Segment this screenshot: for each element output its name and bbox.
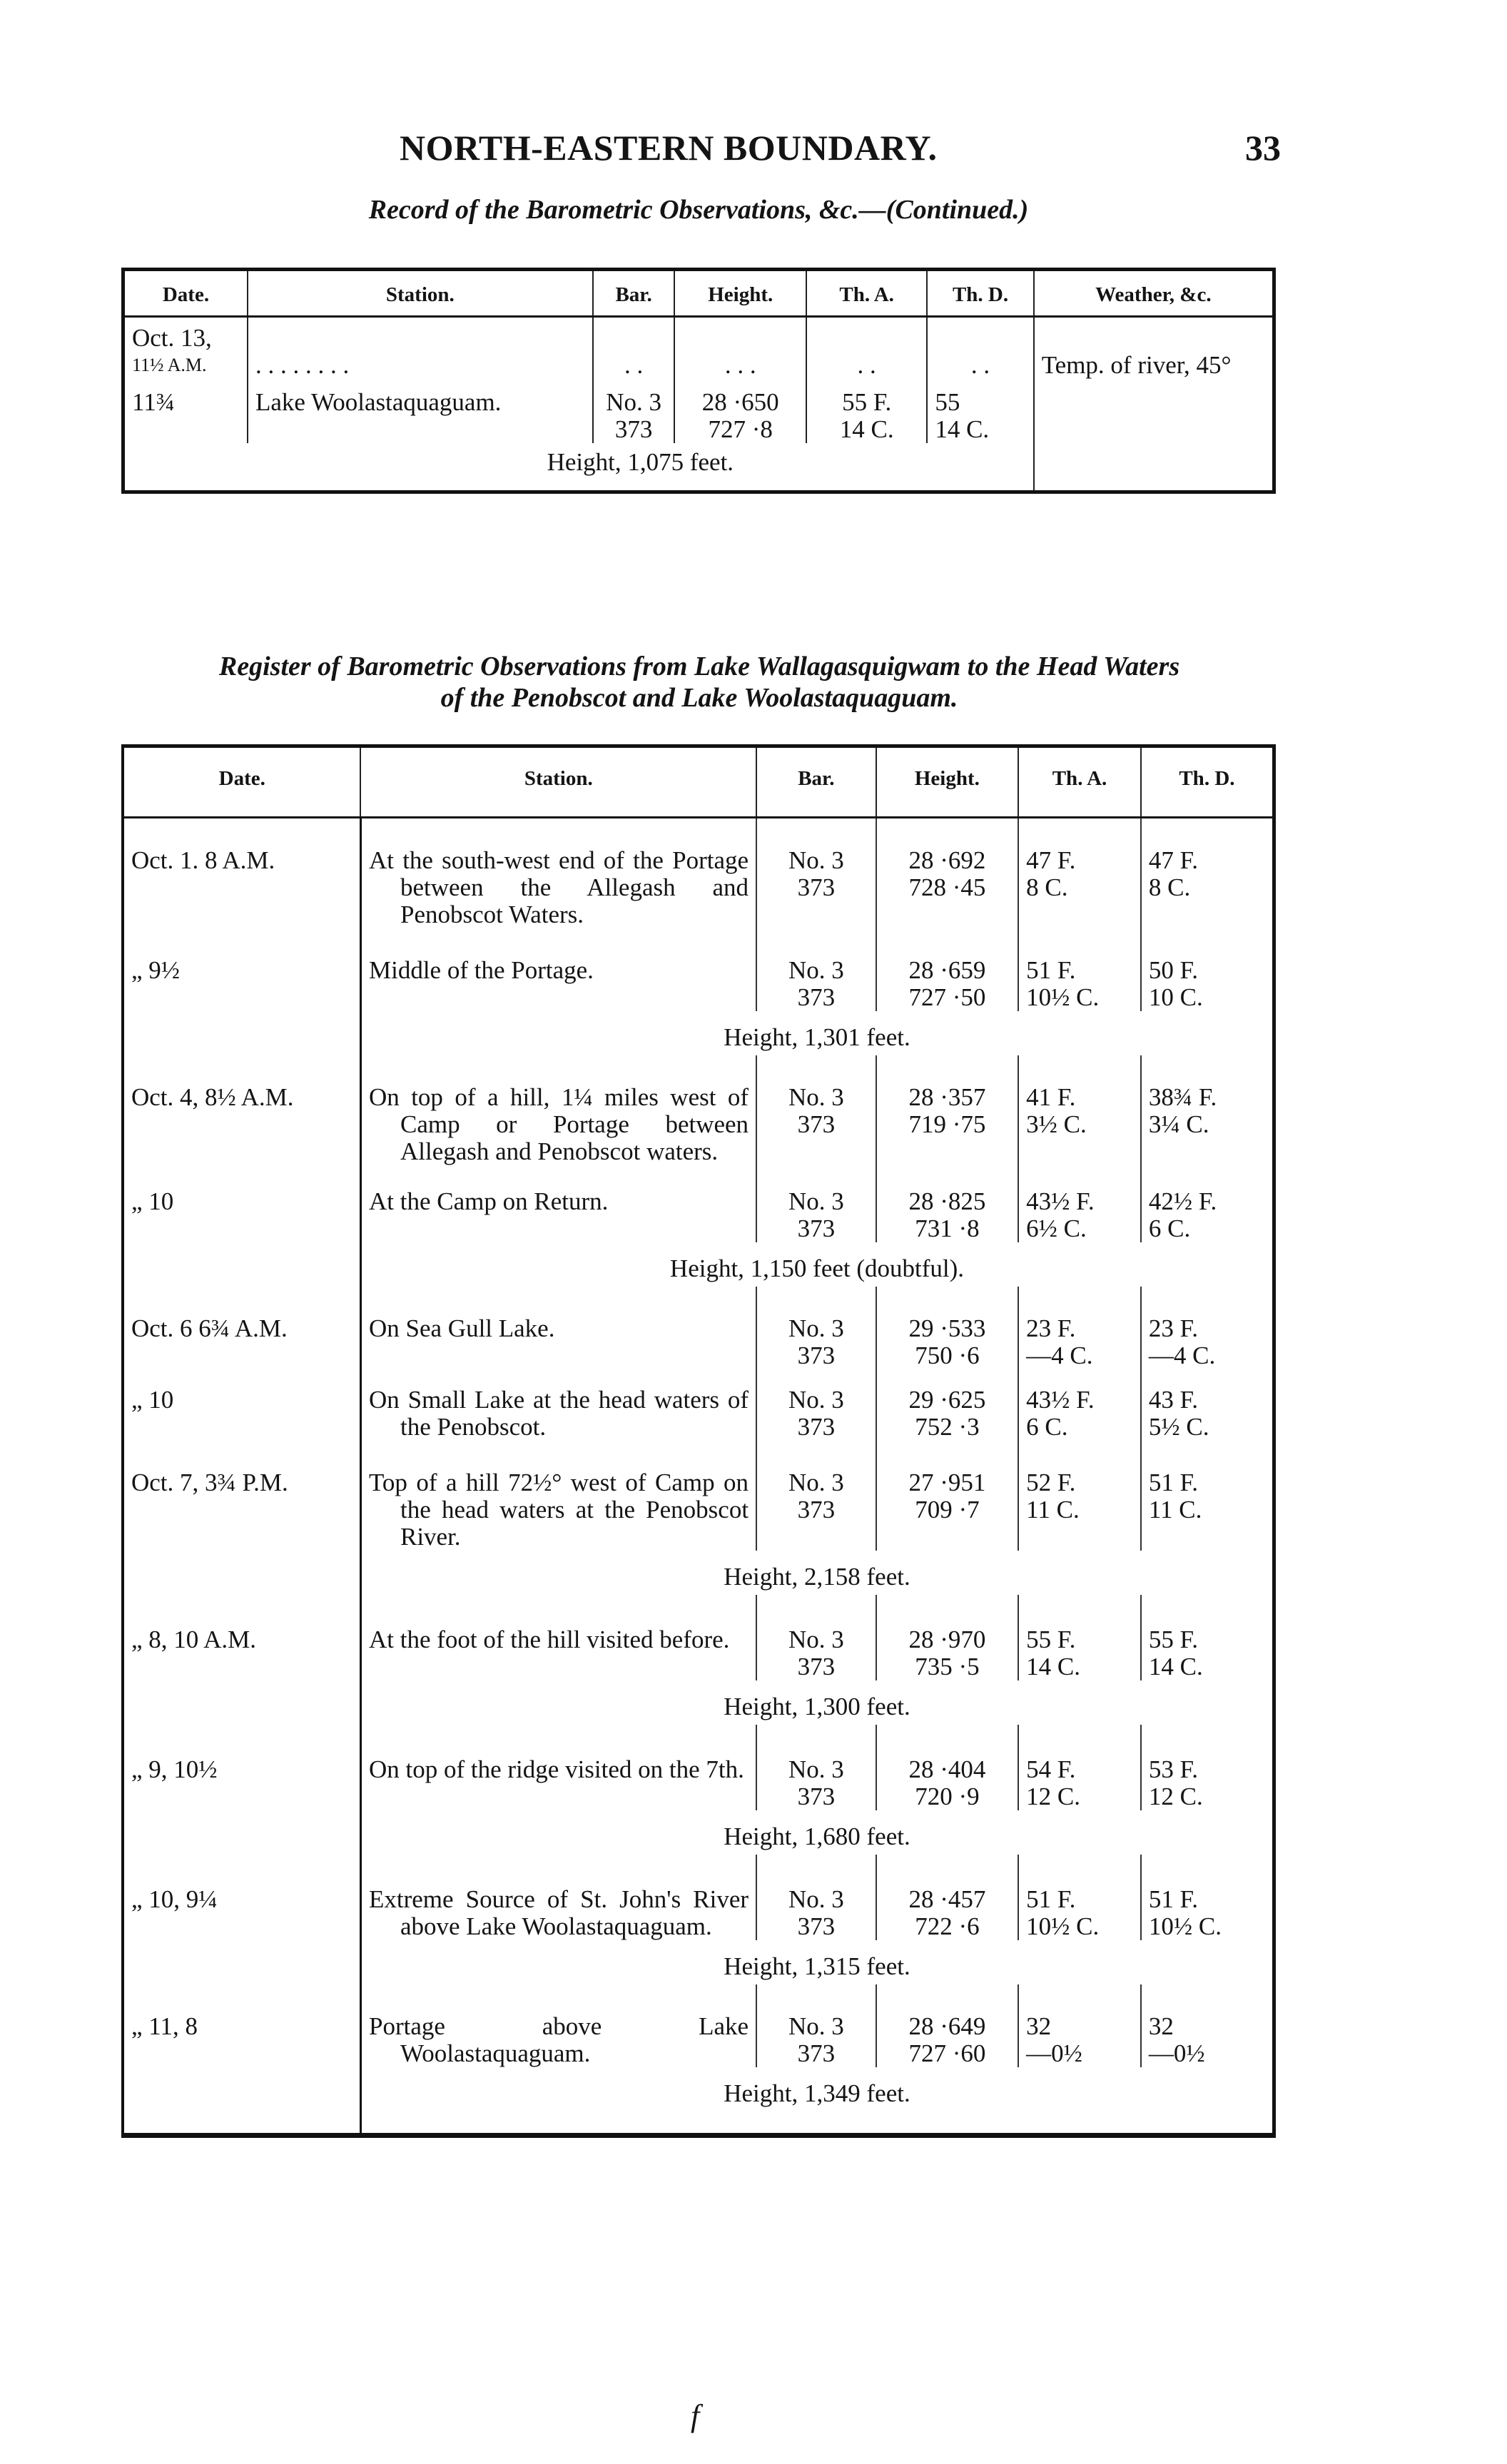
tha-cell: 8 C. [1026, 873, 1068, 901]
empty-cell [123, 1940, 360, 1984]
bar-cell: . . [593, 317, 675, 380]
height-cell: 28 ·650 [701, 388, 779, 416]
tha-cell-wrap [1018, 928, 1141, 1011]
signature-mark: f [691, 2398, 700, 2433]
thd-cell: 3¼ C. [1148, 1110, 1209, 1138]
height-cell: 727 ·60 [908, 2039, 986, 2067]
height-cell: 28 ·404 [908, 1755, 986, 1783]
height-cell: 722 ·6 [915, 1912, 980, 1940]
station-cell-wrap [360, 1165, 756, 1242]
col-header: Th. D. [927, 270, 1033, 317]
bar-cell: 373 [797, 1413, 836, 1441]
empty-cell [123, 2111, 360, 2136]
thd-cell: . . [927, 317, 1033, 380]
bar-cell: 373 [797, 1342, 836, 1369]
tha-cell-wrap [1018, 1165, 1141, 1242]
tha-cell: —0½ [1026, 2039, 1082, 2067]
thd-cell: 6 C. [1148, 1215, 1191, 1242]
date-cell-time: 11½ A.M. [132, 355, 207, 375]
station-cell: At the south-west end of the Portage between the Allegash and Penobscot Waters. [368, 846, 749, 928]
bar-cell-wrap [756, 1984, 876, 2067]
height-cell: 29 ·533 [908, 1314, 986, 1342]
date-cell: „ 11, 8 [131, 2012, 198, 2040]
empty-cell [123, 1551, 360, 1595]
height-note: Height, 1,150 feet (doubtful). [669, 1254, 965, 1282]
bar-cell-wrap [756, 818, 876, 929]
station-cell: On top of the ridge visited on the 7th. [368, 1755, 744, 1783]
tha-cell: 52 F. [1026, 1469, 1076, 1496]
thd-cell: 38¾ F. [1148, 1083, 1217, 1111]
thd-cell: 23 F. [1148, 1314, 1199, 1342]
bar-cell-wrap [756, 1855, 876, 1940]
date-cell-wrap [123, 1595, 360, 1680]
height-cell: 28 ·970 [908, 1626, 986, 1653]
height-cell: 709 ·7 [915, 1496, 980, 1523]
thd-cell-wrap [1141, 1055, 1274, 1165]
table-row [123, 1165, 1274, 1242]
tha-cell: 11 C. [1026, 1496, 1080, 1523]
height-cell: 731 ·8 [915, 1215, 980, 1242]
tha-cell: 55 F. [1026, 1626, 1076, 1653]
table-row [123, 1984, 1274, 2067]
station-cell: At the foot of the hill visited before. [368, 1626, 730, 1653]
empty-cell [123, 2067, 360, 2111]
tha-cell-wrap [1018, 1287, 1141, 1369]
bar-cell: No. 3 [606, 388, 661, 416]
record-table [121, 268, 1276, 494]
height-note: Height, 1,075 feet. [547, 448, 734, 476]
date-cell-wrap [123, 1855, 360, 1940]
date-cell: „ 9, 10½ [131, 1755, 218, 1783]
bar-cell: No. 3 [788, 1885, 844, 1913]
tha-cell: 55 F. [842, 388, 892, 416]
height-cell: 28 ·357 [908, 1083, 986, 1111]
date-cell: Oct. 13, [132, 324, 212, 352]
date-cell: „ 8, 10 A.M. [131, 1626, 256, 1653]
tha-cell-wrap [1018, 1725, 1141, 1810]
bar-cell: 373 [797, 983, 836, 1011]
tha-cell: 51 F. [1026, 956, 1076, 984]
thd-cell: 51 F. [1148, 1469, 1199, 1496]
thd-cell: 14 C. [935, 415, 990, 443]
height-cell-wrap [876, 1984, 1019, 2067]
date-cell-wrap [123, 1287, 360, 1369]
station-cell: On Sea Gull Lake. [368, 1314, 555, 1342]
station-cell-wrap [360, 1287, 756, 1369]
col-header: Bar. [593, 270, 675, 317]
date-cell: Oct. 1. 8 A.M. [131, 846, 275, 874]
height-note-row [123, 1680, 1274, 1725]
height-cell: 750 ·6 [915, 1342, 980, 1369]
thd-cell: 5½ C. [1148, 1413, 1209, 1441]
bar-cell: No. 3 [788, 846, 844, 874]
station-cell: On top of a hill, 1¼ miles west of Camp or Portage between Allegash and Penobscot waters. [368, 1083, 749, 1165]
height-cell-wrap [876, 1725, 1019, 1810]
bar-cell: No. 3 [788, 1083, 844, 1111]
col-header: Th. A. [1018, 746, 1141, 818]
station-cell: Middle of the Portage. [368, 956, 594, 984]
col-header: Bar. [756, 746, 876, 818]
bar-cell: 373 [797, 1496, 836, 1523]
thd-cell: 10 C. [1148, 983, 1203, 1011]
tha-cell: 14 C. [839, 415, 894, 443]
thd-cell-wrap [1141, 1595, 1274, 1680]
thd-cell-wrap [1141, 1441, 1274, 1551]
col-header: Date. [123, 270, 248, 317]
height-note-row [123, 1011, 1274, 1055]
bar-cell-wrap [756, 1595, 876, 1680]
height-cell: 719 ·75 [908, 1110, 986, 1138]
empty-cell [123, 1680, 360, 1725]
register-table [121, 744, 1276, 2138]
height-cell-wrap [876, 1287, 1019, 1369]
tha-cell: 14 C. [1026, 1653, 1081, 1680]
station-cell-wrap [360, 1595, 756, 1680]
table-header-row [123, 270, 1274, 317]
date-cell: Oct. 6 6¾ A.M. [131, 1314, 288, 1342]
station-cell-wrap [360, 1441, 756, 1551]
bar-cell: No. 3 [788, 956, 844, 984]
height-note: Height, 1,680 feet. [724, 1822, 910, 1850]
thd-cell: 10½ C. [1148, 1912, 1222, 1940]
date-cell-wrap [123, 1725, 360, 1810]
date-cell-wrap [123, 1165, 360, 1242]
station-cell: Extreme Source of St. John's River above Lake Woolastaquaguam. [368, 1885, 749, 1940]
col-header: Date. [123, 746, 360, 818]
thd-cell: —4 C. [1148, 1342, 1216, 1369]
col-header: Th. A. [806, 270, 927, 317]
thd-cell: 47 F. [1148, 846, 1199, 874]
thd-cell: 55 F. [1148, 1626, 1199, 1653]
tha-cell: 6½ C. [1026, 1215, 1087, 1242]
bar-cell: No. 3 [788, 1314, 844, 1342]
height-note-row [123, 443, 1274, 492]
station-cell: On Small Lake at the head waters of the Penobscot. [368, 1386, 749, 1441]
thd-cell-wrap [1141, 1165, 1274, 1242]
thd-cell-wrap [1141, 1855, 1274, 1940]
filler-row [123, 2111, 1274, 2136]
tha-cell-wrap [1018, 1855, 1141, 1940]
date-cell: „ 10 [131, 1386, 174, 1414]
station-cell-wrap [360, 1855, 756, 1940]
date-cell-wrap [123, 1055, 360, 1165]
bar-cell-wrap [756, 1055, 876, 1165]
thd-cell-wrap [1141, 1287, 1274, 1369]
tha-cell: 43½ F. [1026, 1386, 1095, 1414]
station-cell: . . . . . . . . [248, 317, 593, 380]
bar-cell: 373 [614, 415, 653, 443]
height-note-row [123, 2067, 1274, 2111]
station-cell-wrap [360, 928, 756, 1011]
height-cell: 28 ·692 [908, 846, 986, 874]
tha-cell: 12 C. [1026, 1783, 1081, 1810]
bar-cell-wrap [756, 1287, 876, 1369]
thd-cell: 42½ F. [1148, 1187, 1217, 1215]
height-note-row [123, 1551, 1274, 1595]
bar-cell: 373 [797, 1110, 836, 1138]
date-cell: 11¾ [132, 388, 175, 416]
table-row [123, 928, 1274, 1011]
height-cell-wrap [876, 1369, 1019, 1441]
height-note: Height, 2,158 feet. [724, 1563, 910, 1591]
date-cell: „ 10, 9¼ [131, 1885, 218, 1913]
height-cell: 27 ·951 [908, 1469, 986, 1496]
bar-cell: 373 [797, 1215, 836, 1242]
station-cell-wrap [360, 818, 756, 929]
date-cell-wrap [123, 818, 360, 929]
col-header: Height. [674, 270, 806, 317]
table-row [123, 379, 1274, 443]
col-header: Th. D. [1141, 746, 1274, 818]
height-cell: 28 ·649 [908, 2012, 986, 2040]
caption-register: Register of Barometric Observations from Lake Wallagasquigwam to the Head Waters [218, 652, 1180, 681]
table-row [123, 317, 1274, 380]
table-row [123, 1595, 1274, 1680]
bar-cell: No. 3 [788, 1469, 844, 1496]
col-header: Weather, &c. [1034, 270, 1274, 317]
weather-cell: Temp. of river, 45° [1034, 317, 1274, 380]
thd-cell-wrap [1141, 818, 1274, 929]
empty-cell [123, 1810, 360, 1855]
bar-cell: No. 3 [788, 1626, 844, 1653]
thd-cell: 51 F. [1148, 1885, 1199, 1913]
height-cell-wrap [876, 1855, 1019, 1940]
caption-record: Record of the Barometric Observations, &c.—(Continued.) [368, 195, 1029, 225]
date-cell-wrap [123, 1984, 360, 2067]
table-row [123, 818, 1274, 929]
thd-cell: 43 F. [1148, 1386, 1199, 1414]
height-note-row [123, 1940, 1274, 1984]
bar-cell: No. 3 [788, 1386, 844, 1414]
height-note: Height, 1,315 feet. [724, 1952, 910, 1980]
tha-cell-wrap [1018, 1984, 1141, 2067]
bar-cell-wrap [756, 1369, 876, 1441]
tha-cell: . . [806, 317, 927, 380]
tha-cell: 32 [1026, 2012, 1052, 2040]
height-note: Height, 1,300 feet. [724, 1693, 910, 1720]
station-cell: At the Camp on Return. [368, 1187, 609, 1215]
date-cell: Oct. 7, 3¾ P.M. [131, 1469, 288, 1496]
table-row [123, 1287, 1274, 1369]
bar-cell: 373 [797, 873, 836, 901]
col-header: Station. [360, 746, 756, 818]
thd-cell: 8 C. [1148, 873, 1191, 901]
station-cell: Portage above Lake Woolastaquaguam. [368, 2012, 749, 2067]
thd-cell: 53 F. [1148, 1755, 1199, 1783]
bar-cell: 373 [797, 2039, 836, 2067]
date-cell: „ 9½ [131, 956, 181, 984]
table-row [123, 1369, 1274, 1441]
station-cell: Top of a hill 72½° west of Camp on the head waters at the Penobscot River. [368, 1469, 749, 1551]
tha-cell: 10½ C. [1026, 1912, 1100, 1940]
col-header: Station. [248, 270, 593, 317]
height-cell-wrap [876, 1441, 1019, 1551]
bar-cell-wrap [756, 1441, 876, 1551]
date-cell: Oct. 4, 8½ A.M. [131, 1083, 294, 1111]
empty-cell [123, 1011, 360, 1055]
tha-cell: 54 F. [1026, 1755, 1076, 1783]
table-row [123, 1725, 1274, 1810]
height-note-row [123, 1810, 1274, 1855]
thd-cell: 12 C. [1148, 1783, 1203, 1810]
bar-cell-wrap [756, 1165, 876, 1242]
height-cell: 720 ·9 [915, 1783, 980, 1810]
bar-cell: 373 [797, 1912, 836, 1940]
tha-cell: 10½ C. [1026, 983, 1100, 1011]
table-row [123, 1855, 1274, 1940]
thd-cell-wrap [1141, 1369, 1274, 1441]
thd-cell: 11 C. [1148, 1496, 1202, 1523]
bar-cell-wrap [756, 928, 876, 1011]
height-note: Height, 1,301 feet. [724, 1023, 910, 1051]
bar-cell: No. 3 [788, 2012, 844, 2040]
table-row [123, 1441, 1274, 1551]
thd-cell: —0½ [1148, 2039, 1205, 2067]
bar-cell-wrap [756, 1725, 876, 1810]
tha-cell: 3½ C. [1026, 1110, 1087, 1138]
station-cell-wrap [360, 1725, 756, 1810]
height-cell: 727 ·8 [708, 415, 773, 443]
bar-cell: 373 [797, 1783, 836, 1810]
tha-cell-wrap [1018, 1369, 1141, 1441]
empty-cell [123, 1242, 360, 1287]
caption-register-line2: of the Penobscot and Lake Woolastaquaguam. [440, 683, 958, 713]
height-cell: 735 ·5 [915, 1653, 980, 1680]
date-cell-wrap [123, 1369, 360, 1441]
tha-cell: 23 F. [1026, 1314, 1076, 1342]
height-cell: 28 ·659 [908, 956, 986, 984]
thd-cell: 14 C. [1148, 1653, 1203, 1680]
table-row [123, 1055, 1274, 1165]
height-cell-wrap [876, 1595, 1019, 1680]
tha-cell-wrap [1018, 818, 1141, 929]
station-cell-wrap [360, 1055, 756, 1165]
height-cell-wrap [876, 1055, 1019, 1165]
table-header-row [123, 746, 1274, 818]
height-cell: 28 ·457 [908, 1885, 986, 1913]
station-cell: Lake Woolastaquaguam. [248, 379, 593, 443]
date-cell-wrap [123, 1441, 360, 1551]
tha-cell: 43½ F. [1026, 1187, 1095, 1215]
empty-cell [360, 2111, 1274, 2136]
height-note: Height, 1,349 feet. [724, 2079, 910, 2107]
tha-cell: 47 F. [1026, 846, 1076, 874]
bar-cell: 373 [797, 1653, 836, 1680]
tha-cell: 41 F. [1026, 1083, 1076, 1111]
height-note-row [123, 1242, 1274, 1287]
height-cell-wrap [876, 928, 1019, 1011]
bar-cell: No. 3 [788, 1755, 844, 1783]
height-cell: . . . [674, 317, 806, 380]
height-cell: 28 ·825 [908, 1187, 986, 1215]
bar-cell: No. 3 [788, 1187, 844, 1215]
date-cell: „ 10 [131, 1187, 174, 1215]
thd-cell-wrap [1141, 1984, 1274, 2067]
station-cell-wrap [360, 1369, 756, 1441]
tha-cell: —4 C. [1026, 1342, 1093, 1369]
tha-cell-wrap [1018, 1441, 1141, 1551]
tha-cell: 51 F. [1026, 1885, 1076, 1913]
tha-cell-wrap [1018, 1595, 1141, 1680]
thd-cell: 50 F. [1148, 956, 1199, 984]
tha-cell-wrap [1018, 1055, 1141, 1165]
thd-cell: 32 [1148, 2012, 1174, 2040]
col-header: Height. [876, 746, 1019, 818]
thd-cell-wrap [1141, 928, 1274, 1011]
height-cell-wrap [876, 818, 1019, 929]
height-cell: 728 ·45 [908, 873, 986, 901]
station-cell-wrap [360, 1984, 756, 2067]
height-cell-wrap [876, 1165, 1019, 1242]
height-cell: 727 ·50 [908, 983, 986, 1011]
height-cell: 752 ·3 [915, 1413, 980, 1441]
tha-cell: 6 C. [1026, 1413, 1068, 1441]
date-cell-wrap [123, 928, 360, 1011]
thd-cell: 55 [935, 388, 960, 416]
height-cell: 29 ·625 [908, 1386, 986, 1414]
thd-cell-wrap [1141, 1725, 1274, 1810]
page-number: 33 [1245, 128, 1281, 168]
running-header-title: NORTH-EASTERN BOUNDARY. [400, 128, 938, 168]
